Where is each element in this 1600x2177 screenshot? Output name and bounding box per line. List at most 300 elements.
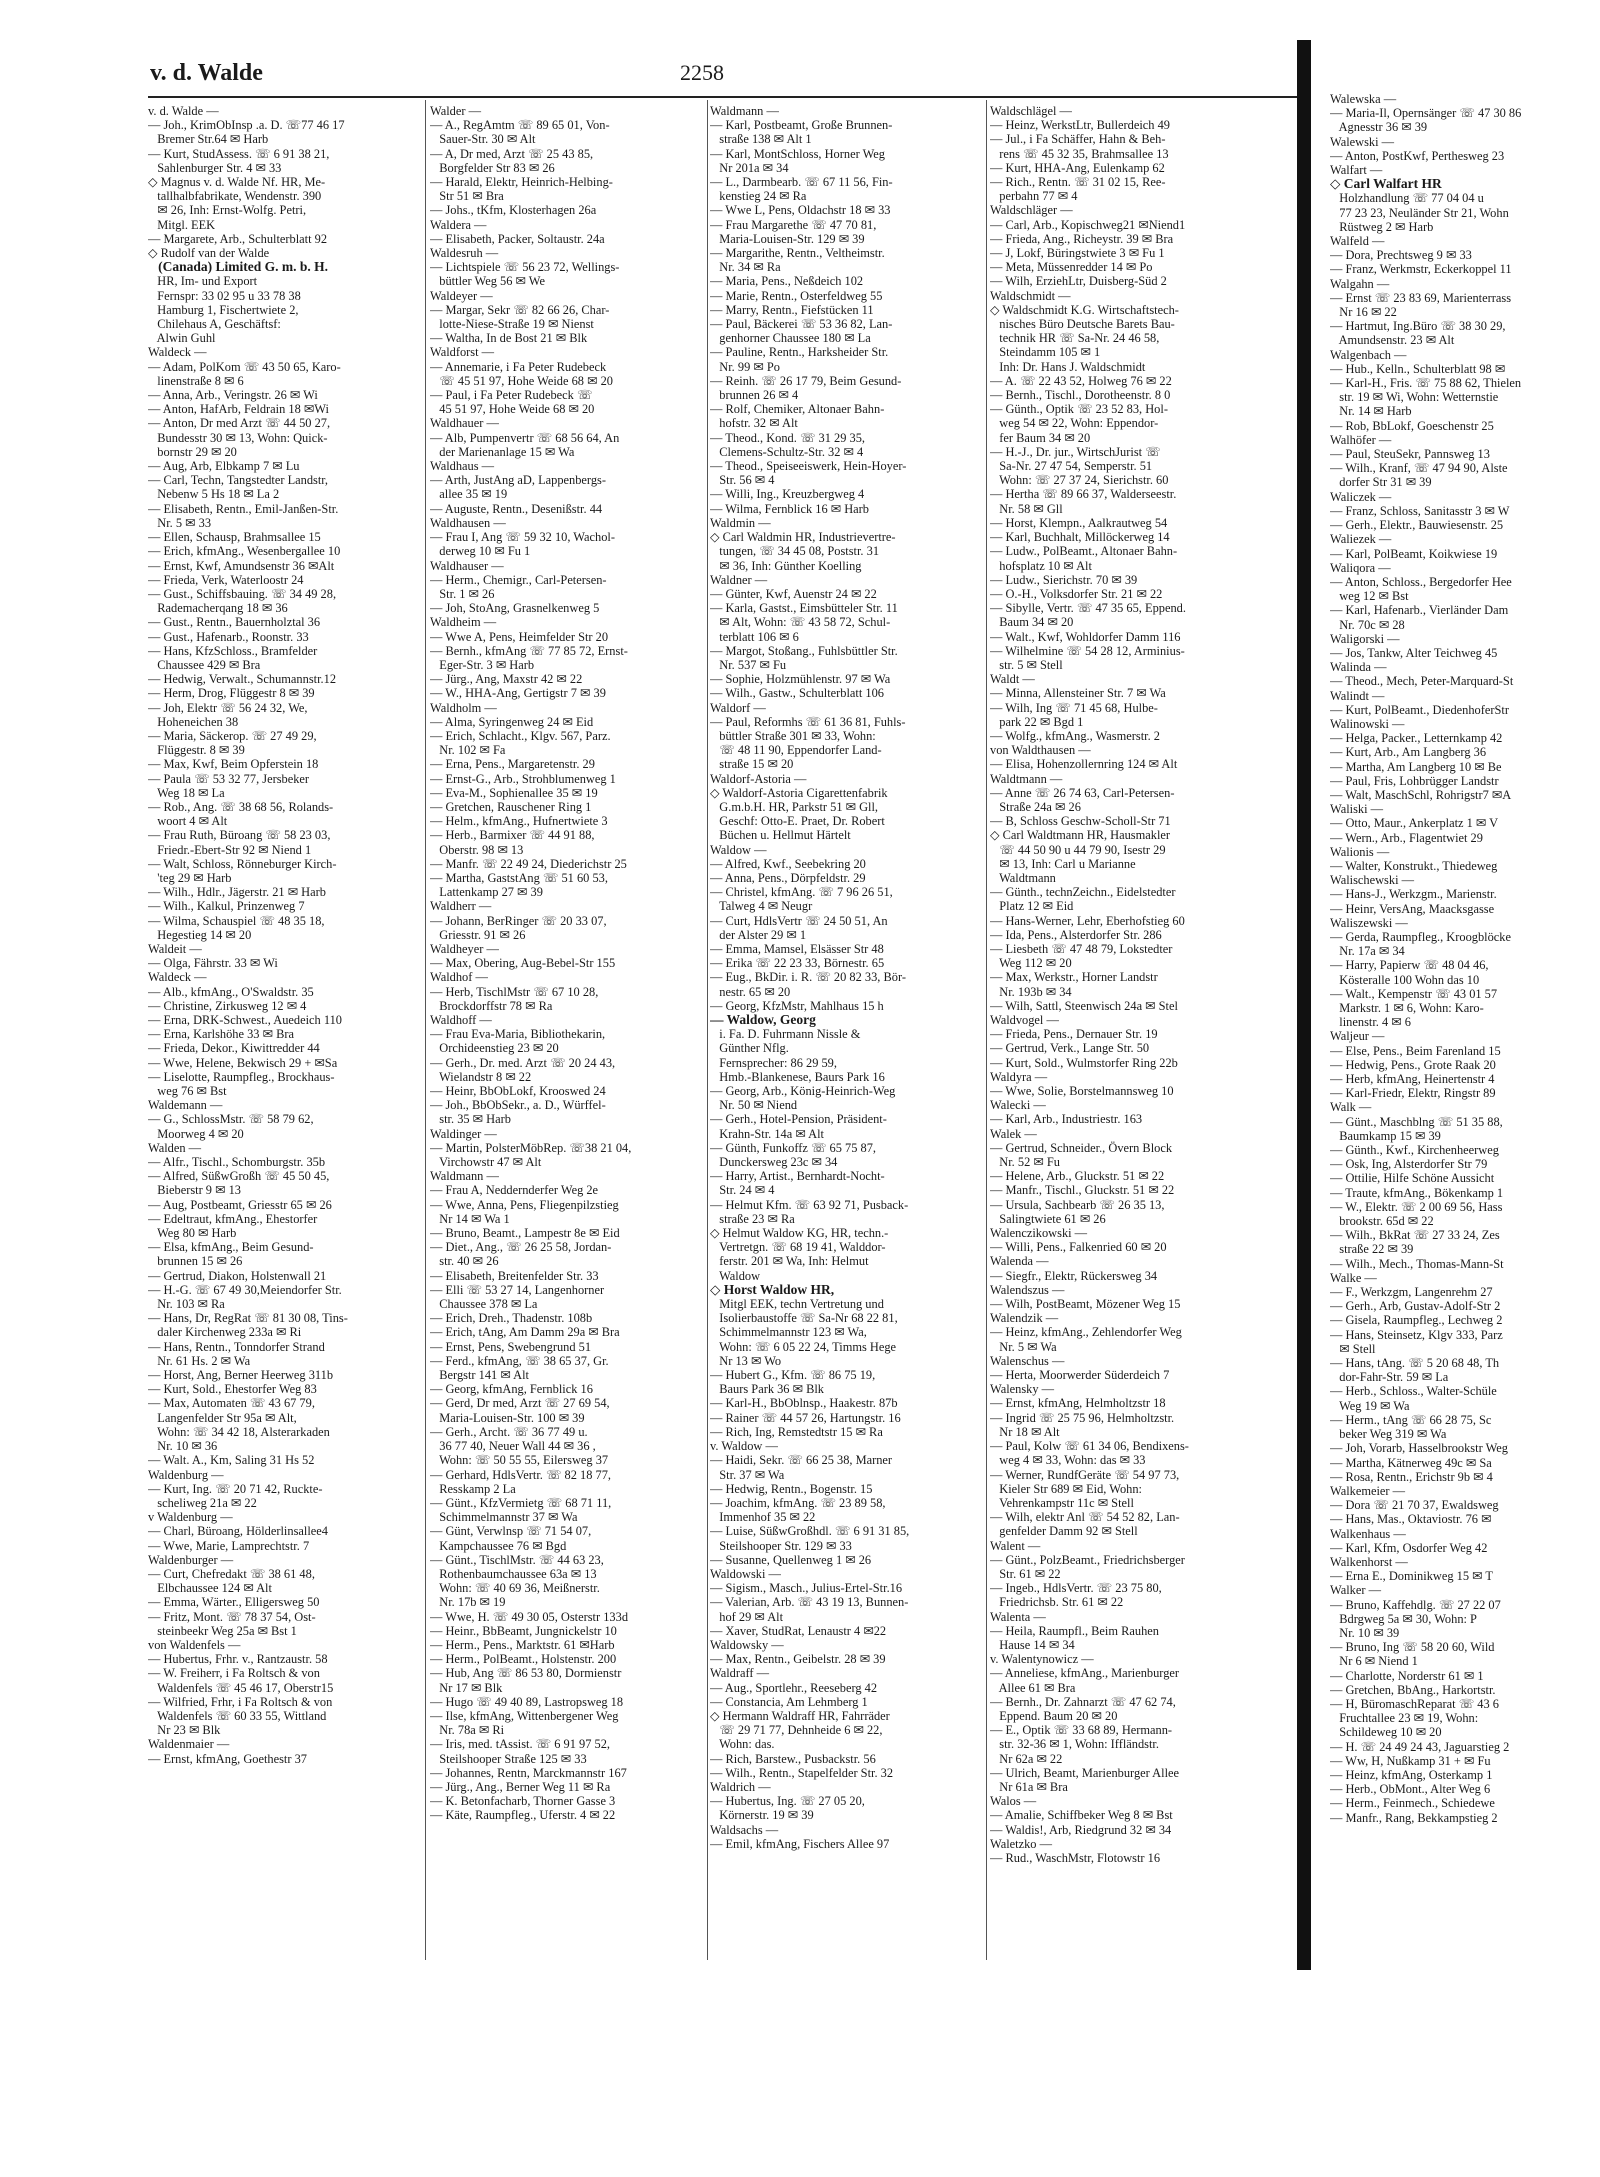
directory-entry-line: — Joh, StoAng, Grasnelkenweg 5 bbox=[430, 601, 600, 616]
directory-entry-line: Waljeur — bbox=[1330, 1029, 1385, 1044]
directory-entry-line: — Anton, PostKwf, Perthesweg 23 bbox=[1330, 148, 1505, 163]
directory-entry-line: — Frieda, Ang., Richeystr. 39 ✉ Bra bbox=[990, 231, 1174, 246]
directory-entry-line: — Herb., Schloss., Walter-Schüle bbox=[1330, 1384, 1497, 1399]
directory-entry-line: Nr. 50 ✉ Niend bbox=[710, 1098, 798, 1113]
directory-entry-line: — W., HHA-Ang, Gertigstr 7 ✉ 39 bbox=[430, 686, 606, 701]
directory-entry-line: — Sophie, Holzmühlenstr. 97 ✉ Wa bbox=[710, 672, 891, 687]
directory-entry-line: — Gerh., Dr. med. Arzt ☏ 20 24 43, bbox=[430, 1055, 616, 1070]
directory-entry-line: ☏ 44 50 90 u 44 79 90, Isestr 29 bbox=[990, 842, 1166, 857]
directory-entry-line: — Max, Automaten ☏ 43 67 79, bbox=[148, 1396, 315, 1411]
directory-entry-line: — Herta, Moorwerder Süderdeich 7 bbox=[990, 1368, 1170, 1383]
directory-entry-line: — Heinr, BbObLokf, Krooswed 24 bbox=[430, 1084, 606, 1099]
directory-entry-line: Vehrenkampstr 11c ✉ Stell bbox=[990, 1495, 1134, 1510]
directory-entry-line: Waldenfels ☏ 60 33 55, Wittland bbox=[148, 1708, 327, 1723]
directory-entry-line: — Ernst, kfmAng, Helmholtzstr 18 bbox=[990, 1396, 1166, 1411]
directory-entry-line: Baurs Park 36 ✉ Blk bbox=[710, 1382, 824, 1397]
directory-entry-line: Waldforst — bbox=[430, 345, 495, 360]
directory-entry-line: — Hartmut, Ing.Büro ☏ 38 30 29, bbox=[1330, 319, 1506, 334]
directory-entry-line: Waldhauser — bbox=[430, 558, 504, 573]
directory-entry-line: — Joh, Vorarb, Hasselbrookstr Weg bbox=[1330, 1441, 1508, 1456]
directory-entry-line: Waldholm — bbox=[430, 700, 497, 715]
directory-entry-line: Baum 34 ✉ 20 bbox=[990, 615, 1074, 630]
directory-entry-line: str. 35 ✉ Harb bbox=[430, 1112, 511, 1127]
directory-entry-line: — Wilh, elektr Anl ☏ 54 52 82, Lan- bbox=[990, 1510, 1180, 1525]
directory-entry-line: — Else, Pens., Beim Farenland 15 bbox=[1330, 1043, 1501, 1058]
directory-entry-line: lotte-Niese-Straße 19 ✉ Nienst bbox=[430, 317, 594, 332]
directory-entry-line: — Otto, Maur., Ankerplatz 1 ✉ V bbox=[1330, 816, 1499, 831]
directory-entry-line: büttler Straße 301 ✉ 33, Wohn: bbox=[710, 728, 876, 743]
directory-entry-line: — Günth., Optik ☏ 23 52 83, Hol- bbox=[990, 402, 1168, 417]
directory-entry-line: — Gerh., Hotel-Pension, Präsident- bbox=[710, 1112, 887, 1127]
directory-entry-line: der Marienanlage 15 ✉ Wa bbox=[430, 444, 575, 459]
directory-entry-line: — Werner, RundfGeräte ☏ 54 97 73, bbox=[990, 1467, 1180, 1482]
directory-entry-line: v. Walentynowicz — bbox=[990, 1652, 1094, 1667]
directory-entry-line: Nr 23 ✉ Blk bbox=[148, 1723, 221, 1738]
directory-entry-line: Nr 17 ✉ Blk bbox=[430, 1680, 503, 1695]
directory-entry-line: — Frieda, Pens., Dernauer Str. 19 bbox=[990, 1027, 1158, 1042]
directory-entry-line: — Harry, Papierw ☏ 48 04 46, bbox=[1330, 958, 1489, 973]
directory-entry-line: dor-Fahr-Str. 59 ✉ La bbox=[1330, 1370, 1449, 1385]
directory-entry-line: — Marry, Rentn., Fiefstücken 11 bbox=[710, 302, 874, 317]
directory-entry-line: — Elisabeth, Rentn., Emil-Janßen-Str. bbox=[148, 501, 339, 516]
directory-entry-line: — Gertrud, Schneider., Övern Block bbox=[990, 1140, 1173, 1155]
directory-entry-line: — Karl, Arb., Industriestr. 163 bbox=[990, 1112, 1143, 1127]
directory-entry-line: Waldowsky — bbox=[710, 1637, 784, 1652]
directory-entry-line: — Ernst, kfmAng, Goethestr 37 bbox=[148, 1751, 307, 1766]
directory-entry-line: Walenta — bbox=[990, 1609, 1046, 1624]
directory-entry-line: — Wilma, Schauspiel ☏ 48 35 18, bbox=[148, 913, 325, 928]
directory-entry-line: Nr. 52 ✉ Fu bbox=[990, 1155, 1060, 1170]
directory-entry-line: — Gerh., Arb, Gustav-Adolf-Str 2 bbox=[1330, 1299, 1501, 1314]
directory-entry-line: Walewska — bbox=[1330, 92, 1397, 106]
directory-entry-line: — Herm, Drog, Flüggestr 8 ✉ 39 bbox=[148, 686, 315, 701]
directory-entry-line: — Erich, kfmAng., Wesenbergallee 10 bbox=[148, 544, 341, 559]
directory-entry-line: — Willi, Ing., Kreuzbergweg 4 bbox=[710, 487, 865, 502]
directory-entry-line: — Wolfg., kfmAng., Wasmerstr. 2 bbox=[990, 728, 1160, 743]
directory-entry-line: — Erich, tAng, Am Damm 29a ✉ Bra bbox=[430, 1325, 620, 1340]
directory-entry-line: Waldyra — bbox=[990, 1069, 1048, 1084]
directory-entry-line: Waldenfels ☏ 45 46 17, Oberstr15 bbox=[148, 1680, 334, 1695]
directory-entry-line: Friedrichsb. Str. 61 ✉ 22 bbox=[990, 1595, 1124, 1610]
directory-entry-line: Waldenburg — bbox=[148, 1467, 224, 1482]
directory-entry-line: Walischewski — bbox=[1330, 873, 1414, 888]
directory-entry-line: Sa-Nr. 27 47 54, Semperstr. 51 bbox=[990, 459, 1153, 474]
directory-entry-line: — Harald, Elektr, Heinrich-Helbing- bbox=[430, 175, 613, 190]
directory-entry-line: Waldorf — bbox=[710, 700, 766, 715]
directory-entry-line: Flüggestr. 8 ✉ 39 bbox=[148, 743, 245, 758]
directory-entry-line: Alwin Guhl bbox=[148, 331, 216, 346]
directory-entry-line: — Paula ☏ 53 32 77, Jersbeker bbox=[148, 771, 310, 786]
directory-entry-line: str. 32-36 ✉ 1, Wohn: Iffländstr. bbox=[990, 1737, 1159, 1752]
directory-entry-line: — Harry, Artist., Bernhardt-Nocht- bbox=[710, 1169, 885, 1184]
directory-entry-line: Walkemeier — bbox=[1330, 1483, 1406, 1498]
directory-entry-line: Waldrich — bbox=[710, 1779, 771, 1794]
directory-entry-line: Walindt — bbox=[1330, 688, 1385, 703]
directory-entry-line: Waldmann — bbox=[710, 104, 779, 118]
directory-entry-line: — H.-J., Dr. jur., WirtschJurist ☏ bbox=[990, 444, 1161, 459]
directory-entry-line: linenstr. 4 ✉ 6 bbox=[1330, 1015, 1411, 1030]
directory-entry-line: — Günt., TischlMstr. ☏ 44 63 23, bbox=[430, 1552, 604, 1567]
directory-entry-line: — Max, Kwf, Beim Opferstein 18 bbox=[148, 757, 319, 772]
directory-entry-line: — Karl, Buchhalt, Millöckerweg 14 bbox=[990, 530, 1170, 545]
directory-entry-line: Waligorski — bbox=[1330, 631, 1400, 646]
directory-entry-line: — Kurt, StudAssess. ☏ 6 91 38 21, bbox=[148, 146, 330, 161]
directory-entry-line: ✉ Alt, Wohn: ☏ 43 58 72, Schul- bbox=[710, 615, 891, 630]
directory-entry-line: — Joh., BbObSekr., a. D., Würffel- bbox=[430, 1098, 606, 1113]
directory-entry-line: — Meta, Müssenredder 14 ✉ Po bbox=[990, 260, 1153, 275]
directory-entry-line: — Maria, Pens., Neßdeich 102 bbox=[710, 274, 864, 289]
directory-entry-line: — Constancia, Am Lehmberg 1 bbox=[710, 1694, 868, 1709]
directory-entry-line: allee 35 ✉ 19 bbox=[430, 487, 508, 502]
directory-entry-line: nestr. 65 ✉ 20 bbox=[710, 984, 791, 999]
directory-entry-line: Walensky — bbox=[990, 1382, 1055, 1397]
directory-entry-line: Schimmelmannstr 37 ✉ Wa bbox=[430, 1510, 578, 1525]
directory-entry-line: — Iris, med. tAssist. ☏ 6 91 97 52, bbox=[430, 1737, 611, 1752]
directory-entry-line: — Ilse, kfmAng, Wittenbergener Weg bbox=[430, 1708, 619, 1723]
directory-entry-line: — Wilh., Mech., Thomas-Mann-St bbox=[1330, 1256, 1504, 1271]
directory-entry-line: — Manfr. ☏ 22 49 24, Diederichstr 25 bbox=[430, 856, 627, 871]
directory-entry-line: Nr. 193b ✉ 34 bbox=[990, 984, 1072, 999]
directory-entry-line: Bergstr 141 ✉ Alt bbox=[430, 1368, 529, 1383]
directory-entry-line: — Minna, Allensteiner Str. 7 ✉ Wa bbox=[990, 686, 1166, 701]
directory-entry-line: — Anna, Pens., Dörpfeldstr. 29 bbox=[710, 870, 866, 885]
directory-entry-line: Walek — bbox=[990, 1126, 1037, 1141]
directory-entry-line: Str. 24 ✉ 4 bbox=[710, 1183, 775, 1198]
directory-entry-line: Nr 61a ✉ Bra bbox=[990, 1779, 1068, 1794]
directory-entry-line: — Rainer ☏ 44 57 26, Hartungstr. 16 bbox=[710, 1410, 901, 1425]
directory-entry-line: Eger-Str. 3 ✉ Harb bbox=[430, 657, 535, 672]
directory-entry-line: Kampchaussee 76 ✉ Bgd bbox=[430, 1538, 567, 1553]
directory-entry-line: Waldtmann — bbox=[990, 771, 1063, 786]
directory-entry-line: — Ludw., Sierichstr. 70 ✉ 39 bbox=[990, 572, 1138, 587]
directory-entry-line: — Hedwig, Pens., Grote Raak 20 bbox=[1330, 1057, 1496, 1072]
directory-entry-line: perbahn 77 ✉ 4 bbox=[990, 189, 1078, 204]
directory-entry-line: — Osk, Ing, Alsterdorfer Str 79 bbox=[1330, 1157, 1488, 1172]
directory-entry-line: str. 5 ✉ Stell bbox=[990, 657, 1063, 672]
directory-entry-line: — Waldow, Georg bbox=[710, 1012, 816, 1027]
directory-entry-line: ◇ Hermann Waldraff HR, Fahrräder bbox=[710, 1708, 890, 1723]
directory-entry-line: Körnerstr. 19 ✉ 39 bbox=[710, 1808, 814, 1823]
directory-entry-line: — Helmut Kfm. ☏ 63 92 71, Pusback- bbox=[710, 1197, 909, 1212]
directory-entry-line: — Elisabeth, Packer, Soltaustr. 24a bbox=[430, 231, 605, 246]
directory-entry-line: Brockdorffstr 78 ✉ Ra bbox=[430, 998, 553, 1013]
directory-entry-line: Waldera — bbox=[430, 217, 487, 232]
directory-entry-line: Waliszewski — bbox=[1330, 915, 1408, 930]
directory-entry-line: — Carl, Techn, Tangstedter Landstr, bbox=[148, 473, 329, 488]
column-divider bbox=[425, 100, 426, 1960]
directory-entry-line: — Gretchen, Rauschener Ring 1 bbox=[430, 799, 592, 814]
directory-entry-line: Walionis — bbox=[1330, 844, 1390, 859]
directory-entry-line: — Joachim, kfmAng. ☏ 23 89 58, bbox=[710, 1495, 886, 1510]
directory-entry-line: — Gerh., Archt. ☏ 36 77 49 u. bbox=[430, 1424, 588, 1439]
directory-entry-line: Talweg 4 ✉ Neugr bbox=[710, 899, 813, 914]
directory-entry-line: Nr 201a ✉ 34 bbox=[710, 160, 789, 175]
directory-entry-line: — Wilh., BkRat ☏ 27 33 24, Zes bbox=[1330, 1228, 1500, 1243]
directory-entry-line: — Jürg., Ang., Berner Weg 11 ✉ Ra bbox=[430, 1779, 611, 1794]
directory-entry-line: Nr. 99 ✉ Po bbox=[710, 359, 780, 374]
directory-entry-line: — Frau I, Ang ☏ 59 32 10, Wachol- bbox=[430, 530, 615, 545]
directory-entry-line: — Horst, Klempn., Aalkrautweg 54 bbox=[990, 515, 1168, 530]
directory-entry-line: — Gust., Rentn., Bauernholztal 36 bbox=[148, 615, 321, 630]
directory-entry-line: — Christine, Zirkusweg 12 ✉ 4 bbox=[148, 998, 307, 1013]
directory-entry-line: — O.-H., Volksdorfer Str. 21 ✉ 22 bbox=[990, 586, 1163, 601]
directory-entry-line: Waldeck — bbox=[148, 345, 207, 360]
directory-entry-line: nisches Büro Deutsche Barets Bau- bbox=[990, 317, 1175, 332]
directory-entry-line: — Heinz, kfmAng, Osterkamp 1 bbox=[1330, 1767, 1493, 1782]
directory-entry-line: — Ellen, Schausp, Brahmsallee 15 bbox=[148, 530, 321, 545]
directory-entry-line: — Karl, Hafenarb., Vierländer Dam bbox=[1330, 603, 1509, 618]
directory-entry-line: Waldtmann bbox=[990, 870, 1056, 885]
directory-entry-line: ✉ 36, Inh: Günther Koelling bbox=[710, 558, 862, 573]
directory-entry-line: — Frau Ruth, Büroang ☏ 58 23 03, bbox=[148, 828, 331, 843]
directory-entry-line: v. d. Walde — bbox=[148, 104, 219, 118]
directory-entry-line: — A, Dr med, Arzt ☏ 25 43 85, bbox=[430, 146, 594, 161]
directory-entry-line: — Herb., Barmixer ☏ 44 91 88, bbox=[430, 828, 595, 843]
directory-entry-line: — Alma, Syringenweg 24 ✉ Eid bbox=[430, 714, 594, 729]
directory-entry-line: hofstr. 32 ✉ Alt bbox=[710, 416, 798, 431]
directory-entry-line: — Kurt, PolBeamt., DiedenhoferStr bbox=[1330, 702, 1509, 717]
directory-entry-line: Waldschläger — bbox=[990, 203, 1073, 218]
directory-entry-line: — Günt., Maschblng ☏ 51 35 88, bbox=[1330, 1114, 1503, 1129]
directory-entry-line: ◇ Carl Waldmin HR, Industrievertre- bbox=[710, 530, 896, 545]
directory-entry-line: — H. ☏ 24 49 24 43, Jaguarstieg 2 bbox=[1330, 1739, 1510, 1754]
directory-entry-line: — Herb, TischlMstr ☏ 67 10 28, bbox=[430, 984, 599, 999]
directory-entry-line: — Johann, BerRinger ☏ 20 33 07, bbox=[430, 913, 607, 928]
directory-entry-line: Borgfelder Str 83 ✉ 26 bbox=[430, 160, 555, 175]
directory-entry-line: Chaussee 378 ✉ La bbox=[430, 1297, 538, 1312]
directory-entry-line: Waldeyer — bbox=[430, 288, 493, 303]
directory-entry-line: — Herm., Feinmech., Schiedewe bbox=[1330, 1796, 1495, 1811]
directory-entry-line: Nr. 58 ✉ Gll bbox=[990, 501, 1063, 516]
directory-entry-line: Nebenw 5 Hs 18 ✉ La 2 bbox=[148, 487, 280, 502]
directory-entry-line: — Dora ☏ 21 70 37, Ewaldsweg bbox=[1330, 1498, 1499, 1513]
directory-entry-line: straße 22 ✉ 39 bbox=[1330, 1242, 1414, 1257]
directory-entry-line: — Karl-H., BbOblnsp., Haakestr. 87b bbox=[710, 1396, 898, 1411]
column-3 bbox=[710, 104, 982, 1964]
directory-entry-line: Walecki — bbox=[990, 1098, 1046, 1113]
directory-entry-line: — Martha, Kätnerweg 49c ✉ Sa bbox=[1330, 1455, 1492, 1470]
directory-entry-line: Walos — bbox=[990, 1794, 1037, 1809]
directory-entry-line: 36 77 40, Neuer Wall 44 ✉ 36 , bbox=[430, 1439, 596, 1454]
header-rule bbox=[148, 96, 1298, 98]
directory-entry-line: Waldmin — bbox=[710, 515, 771, 530]
directory-entry-line: — Heinr, VersAng, Maacksgasse bbox=[1330, 901, 1495, 916]
directory-entry-line: — Karl-H., Fris. ☏ 75 88 62, Thielen bbox=[1330, 376, 1522, 391]
directory-entry-line: — Rich, Barstew., Pusbackstr. 56 bbox=[710, 1751, 876, 1766]
directory-entry-line: ✉ 13, Inh: Carl u Marianne bbox=[990, 856, 1136, 871]
directory-entry-line: — H.-G. ☏ 67 49 30,Meiendorfer Str. bbox=[148, 1282, 342, 1297]
directory-entry-line: straße 15 ✉ 20 bbox=[710, 757, 794, 772]
directory-entry-line: Waldinger — bbox=[430, 1126, 497, 1141]
directory-entry-line: Bundesstr 30 ✉ 13, Wohn: Quick- bbox=[148, 430, 328, 445]
directory-entry-line: — Willi, Pens., Falkenried 60 ✉ 20 bbox=[990, 1240, 1167, 1255]
directory-entry-line: Maria-Louisen-Str. 129 ✉ 39 bbox=[710, 231, 865, 246]
directory-entry-line: — Wilh., Kranf, ☏ 47 94 90, Alste bbox=[1330, 461, 1508, 476]
directory-entry-line: Waldenburger — bbox=[148, 1552, 234, 1567]
directory-entry-line: — K. Betonfacharb, Thorner Gasse 3 bbox=[430, 1794, 616, 1809]
directory-entry-line: — Günt, Verwlnsp ☏ 71 54 07, bbox=[430, 1524, 592, 1539]
directory-entry-line: Walden — bbox=[148, 1140, 202, 1155]
directory-entry-line: — Anton, HafArb, Feldrain 18 ✉Wi bbox=[148, 402, 329, 417]
directory-entry-line: — Elsa, kfmAng., Beim Gesund- bbox=[148, 1240, 314, 1255]
directory-entry-line: — Eva-M., Sophienallee 35 ✉ 19 bbox=[430, 785, 598, 800]
directory-entry-line: Nr. 70c ✉ 28 bbox=[1330, 617, 1405, 632]
directory-entry-line: Waldvogel — bbox=[990, 1013, 1059, 1027]
directory-entry-line: Wohn: ☏ 27 37 24, Sierichstr. 60 bbox=[990, 473, 1169, 488]
directory-entry-line: Orchideenstieg 23 ✉ 20 bbox=[430, 1041, 559, 1056]
directory-entry-line: Wohn: ☏ 6 05 22 24, Timms Hege bbox=[710, 1339, 897, 1354]
directory-entry-line: Waldner — bbox=[710, 572, 768, 587]
directory-entry-line: — Aug., Sportlehr., Reeseberg 42 bbox=[710, 1680, 878, 1695]
directory-entry-line: daler Kirchenweg 233a ✉ Ri bbox=[148, 1325, 302, 1340]
directory-entry-line: — Waltha, In de Bost 21 ✉ Blk bbox=[430, 331, 588, 346]
directory-entry-line: — A. ☏ 22 43 52, Holweg 76 ✉ 22 bbox=[990, 373, 1172, 388]
directory-entry-line: ◇ Waldorf-Astoria Cigarettenfabrik bbox=[710, 785, 888, 800]
directory-entry-line: Wohn: das. bbox=[710, 1737, 775, 1752]
directory-entry-line: — Curt, HdlsVertr ☏ 24 50 51, An bbox=[710, 913, 888, 928]
directory-entry-line: Sahlenburger Str. 4 ✉ 33 bbox=[148, 160, 282, 175]
directory-entry-line: — Rolf, Chemiker, Altonaer Bahn- bbox=[710, 402, 885, 417]
directory-entry-line: — Wilh, PostBeamt, Mözener Weg 15 bbox=[990, 1297, 1181, 1312]
directory-entry-line: — Margot, Stoßang., Fuhlsbüttler Str. bbox=[710, 643, 898, 658]
directory-entry-line: — Heinz, kfmAng., Zehlendorfer Weg bbox=[990, 1325, 1182, 1340]
directory-entry-line: — Wwe, Helene, Bekwisch 29 + ✉Sa bbox=[148, 1055, 338, 1070]
directory-entry-line: Waldow — bbox=[710, 842, 767, 857]
directory-entry-line: Walkenhaus — bbox=[1330, 1526, 1406, 1541]
directory-entry-line: Friedr.-Ebert-Str 92 ✉ Niend 1 bbox=[148, 842, 312, 857]
directory-entry-line: Elbchaussee 124 ✉ Alt bbox=[148, 1581, 272, 1596]
directory-entry-line: — Valerian, Arb. ☏ 43 19 13, Bunnen- bbox=[710, 1595, 909, 1610]
directory-entry-line: — Martha, GaststAng ☏ 51 60 53, bbox=[430, 870, 608, 885]
directory-entry-line: woort 4 ✉ Alt bbox=[148, 814, 228, 829]
directory-entry-line: — Sibylle, Vertr. ☏ 47 35 65, Eppend. bbox=[990, 601, 1186, 616]
directory-entry-line: Wohn: ☏ 40 69 36, Meißnerstr. bbox=[430, 1581, 600, 1596]
directory-entry-line: — Wilh., Rentn., Stapelfelder Str. 32 bbox=[710, 1765, 894, 1780]
directory-entry-line: Amundsenstr. 23 ✉ Alt bbox=[1330, 333, 1455, 348]
directory-entry-line: Griesstr. 91 ✉ 26 bbox=[430, 927, 526, 942]
directory-entry-line: Walker — bbox=[1330, 1583, 1381, 1598]
directory-entry-line: — Heinz, WerkstLtr, Bullerdeich 49 bbox=[990, 118, 1170, 133]
directory-entry-line: Krahn-Str. 14a ✉ Alt bbox=[710, 1126, 824, 1141]
directory-entry-line: von Waldthausen — bbox=[990, 743, 1091, 758]
directory-entry-line: — Paul, Bäckerei ☏ 53 36 82, Lan- bbox=[710, 317, 893, 332]
directory-entry-line: — Günth., Kwf., Kirchenheerweg bbox=[1330, 1143, 1499, 1158]
directory-entry-line: — Margarete, Arb., Schulterblatt 92 bbox=[148, 231, 328, 246]
directory-entry-line: — Charl, Büroang, Hölderlinsallee4 bbox=[148, 1524, 328, 1539]
directory-entry-line: Nr 18 ✉ Alt bbox=[990, 1424, 1060, 1439]
directory-entry-line: Lattenkamp 27 ✉ 39 bbox=[430, 885, 543, 900]
directory-entry-line: — Max, Werkstr., Horner Landstr bbox=[990, 970, 1158, 985]
directory-entry-line: — Gisela, Raumpfleg., Lechweg 2 bbox=[1330, 1313, 1503, 1328]
directory-entry-line: Waletzko — bbox=[990, 1836, 1052, 1851]
directory-entry-line: Str 51 ✉ Bra bbox=[430, 189, 504, 204]
directory-entry-line: — Bruno, Ing ☏ 58 20 60, Wild bbox=[1330, 1640, 1495, 1655]
directory-entry-line: — Anna, Arb., Veringstr. 26 ✉ Wi bbox=[148, 388, 318, 403]
directory-entry-line: — Wilh., Kalkul, Prinzenweg 7 bbox=[148, 899, 305, 914]
directory-entry-line: Eppend. Baum 20 ✉ 20 bbox=[990, 1708, 1118, 1723]
directory-entry-line: — Karl, Postbeamt, Große Brunnen- bbox=[710, 118, 893, 133]
directory-entry-line: — Ernst ☏ 23 83 69, Marienterrass bbox=[1330, 290, 1512, 305]
directory-entry-line: — Wilma, Fernblick 16 ✉ Harb bbox=[710, 501, 870, 516]
directory-entry-line: Waldraff — bbox=[710, 1666, 769, 1681]
directory-entry-line: — Hubertus, Ing. ☏ 27 05 20, bbox=[710, 1794, 865, 1809]
directory-entry-line: — Wwe, Solie, Borstelmannsweg 10 bbox=[990, 1084, 1174, 1099]
directory-entry-line: Waldhauer — bbox=[430, 416, 499, 431]
directory-entry-line: — Hedwig, Verwalt., Schumannstr.12 bbox=[148, 672, 337, 687]
directory-entry-line: kenstieg 24 ✉ Ra bbox=[710, 189, 807, 204]
directory-entry-line: — Johs., tKfm, Klosterhagen 26a bbox=[430, 203, 597, 218]
directory-entry-line: Nr. 17a ✉ 34 bbox=[1330, 944, 1405, 959]
directory-entry-line: — W., Elektr. ☏ 2 00 69 56, Hass bbox=[1330, 1199, 1503, 1214]
directory-entry-line: — Wwe A, Pens, Heimfelder Str 20 bbox=[430, 629, 609, 644]
directory-entry-line: — Walt. A., Km, Saling 31 Hs 52 bbox=[148, 1453, 315, 1468]
directory-entry-line: Rüstweg 2 ✉ Harb bbox=[1330, 219, 1434, 234]
directory-entry-line: — Paul, i Fa Peter Rudebeck ☏ bbox=[430, 388, 593, 403]
directory-entry-line: Allee 61 ✉ Bra bbox=[990, 1680, 1076, 1695]
directory-entry-line: ◇ Carl Walfart HR bbox=[1330, 176, 1442, 192]
directory-entry-line: Str. 61 ✉ 22 bbox=[990, 1566, 1061, 1581]
directory-entry-line: — Alfr., Tischl., Schomburgstr. 35b bbox=[148, 1155, 326, 1170]
directory-entry-line: — Susanne, Quellenweg 1 ✉ 26 bbox=[710, 1552, 872, 1567]
directory-entry-line: Walkenhorst — bbox=[1330, 1554, 1408, 1569]
directory-entry-line: — Sigism., Masch., Julius-Ertel-Str.16 bbox=[710, 1581, 903, 1596]
directory-entry-line: Büchen u. Hellmut Härtelt bbox=[710, 828, 851, 843]
directory-entry-line: Waldhausen — bbox=[430, 515, 506, 530]
directory-entry-line: weg 12 ✉ Bst bbox=[1330, 589, 1409, 604]
directory-entry-line: dorfer Str 31 ✉ 39 bbox=[1330, 475, 1432, 490]
directory-entry-line: Str. 1 ✉ 26 bbox=[430, 586, 495, 601]
directory-entry-line: — F., Werkzgm, Langenrehm 27 bbox=[1330, 1285, 1493, 1300]
directory-entry-line: — Wilh, Sattl, Steenwisch 24a ✉ Stel bbox=[990, 998, 1178, 1013]
directory-entry-line: — Theod., Speiseeiswerk, Hein-Hoyer- bbox=[710, 459, 907, 474]
directory-entry-line: Walenschus — bbox=[990, 1353, 1065, 1368]
directory-entry-line: Nr. 5 ✉ 33 bbox=[148, 515, 212, 530]
directory-entry-line: — Franz, Werkmstr, Eckerkoppel 11 bbox=[1330, 262, 1512, 277]
directory-entry-line: Fernsprecher: 86 29 59, bbox=[710, 1055, 837, 1070]
directory-entry-line: — Gerd, Dr med, Arzt ☏ 27 69 54, bbox=[430, 1396, 610, 1411]
directory-entry-line: — Ulrich, Beamt, Marienburger Allee bbox=[990, 1765, 1180, 1780]
directory-entry-line: — Günth, Funkoffz ☏ 65 75 87, bbox=[710, 1140, 877, 1155]
directory-entry-line: — Wwe L, Pens, Oldachstr 18 ✉ 33 bbox=[710, 203, 891, 218]
directory-entry-line: — Georg, Arb., König-Heinrich-Weg bbox=[710, 1084, 896, 1099]
directory-entry-line: — Helm., kfmAng., Hufnertwiete 3 bbox=[430, 814, 608, 829]
directory-entry-line: — Herm., PolBeamt., Holstenstr. 200 bbox=[430, 1652, 617, 1667]
directory-entry-line: Geschf: Otto-E. Praet, Dr. Robert bbox=[710, 814, 885, 829]
directory-entry-line: weg 4 ✉ 33, Wohn: das ✉ 33 bbox=[990, 1453, 1146, 1468]
directory-entry-line: — Erna, Pens., Margaretenstr. 29 bbox=[430, 757, 595, 772]
directory-entry-line: — Herb., ObMont., Alter Weg 6 bbox=[1330, 1782, 1491, 1797]
directory-entry-line: — Jul., i Fa Schäffer, Hahn & Beh- bbox=[990, 132, 1166, 147]
directory-entry-line: — Karl, Kfm, Osdorfer Weg 42 bbox=[1330, 1540, 1488, 1555]
directory-entry-line: — Herm., Pens., Marktstr. 61 ✉Harb bbox=[430, 1637, 615, 1652]
directory-entry-line: Steilshooper Str. 129 ✉ 33 bbox=[710, 1538, 852, 1553]
directory-entry-line: — Rich., Rentn. ☏ 31 02 15, Ree- bbox=[990, 175, 1166, 190]
directory-entry-line: — Amalie, Schiffbeker Weg 8 ✉ Bst bbox=[990, 1808, 1173, 1823]
directory-entry-line: — Martin, PolsterMöbRep. ☏38 21 04, bbox=[430, 1140, 632, 1155]
directory-entry-line: Nr 16 ✉ 22 bbox=[1330, 305, 1397, 320]
directory-entry-line: terblatt 106 ✉ 6 bbox=[710, 629, 799, 644]
directory-entry-line: — Gerhard, HdlsVertr. ☏ 82 18 77, bbox=[430, 1467, 612, 1482]
directory-entry-line: straße 138 ✉ Alt 1 bbox=[710, 132, 812, 147]
directory-entry-line: Walfart — bbox=[1330, 163, 1383, 178]
directory-entry-line: ◇ Helmut Waldow KG, HR, techn.- bbox=[710, 1226, 889, 1241]
directory-entry-line: — Ingrid ☏ 25 75 96, Helmholtzstr. bbox=[990, 1410, 1175, 1425]
directory-entry-line: — Ww, H, Nußkamp 31 + ✉ Fu bbox=[1330, 1753, 1491, 1768]
directory-entry-line: Nr. 5 ✉ Wa bbox=[990, 1339, 1057, 1354]
directory-entry-line: — Dora, Prechtsweg 9 ✉ 33 bbox=[1330, 248, 1472, 263]
directory-entry-line: — Aug, Arb, Elbkamp 7 ✉ Lu bbox=[148, 459, 300, 474]
directory-entry-line: — Erich, Dreh., Thadenstr. 108b bbox=[430, 1311, 593, 1326]
